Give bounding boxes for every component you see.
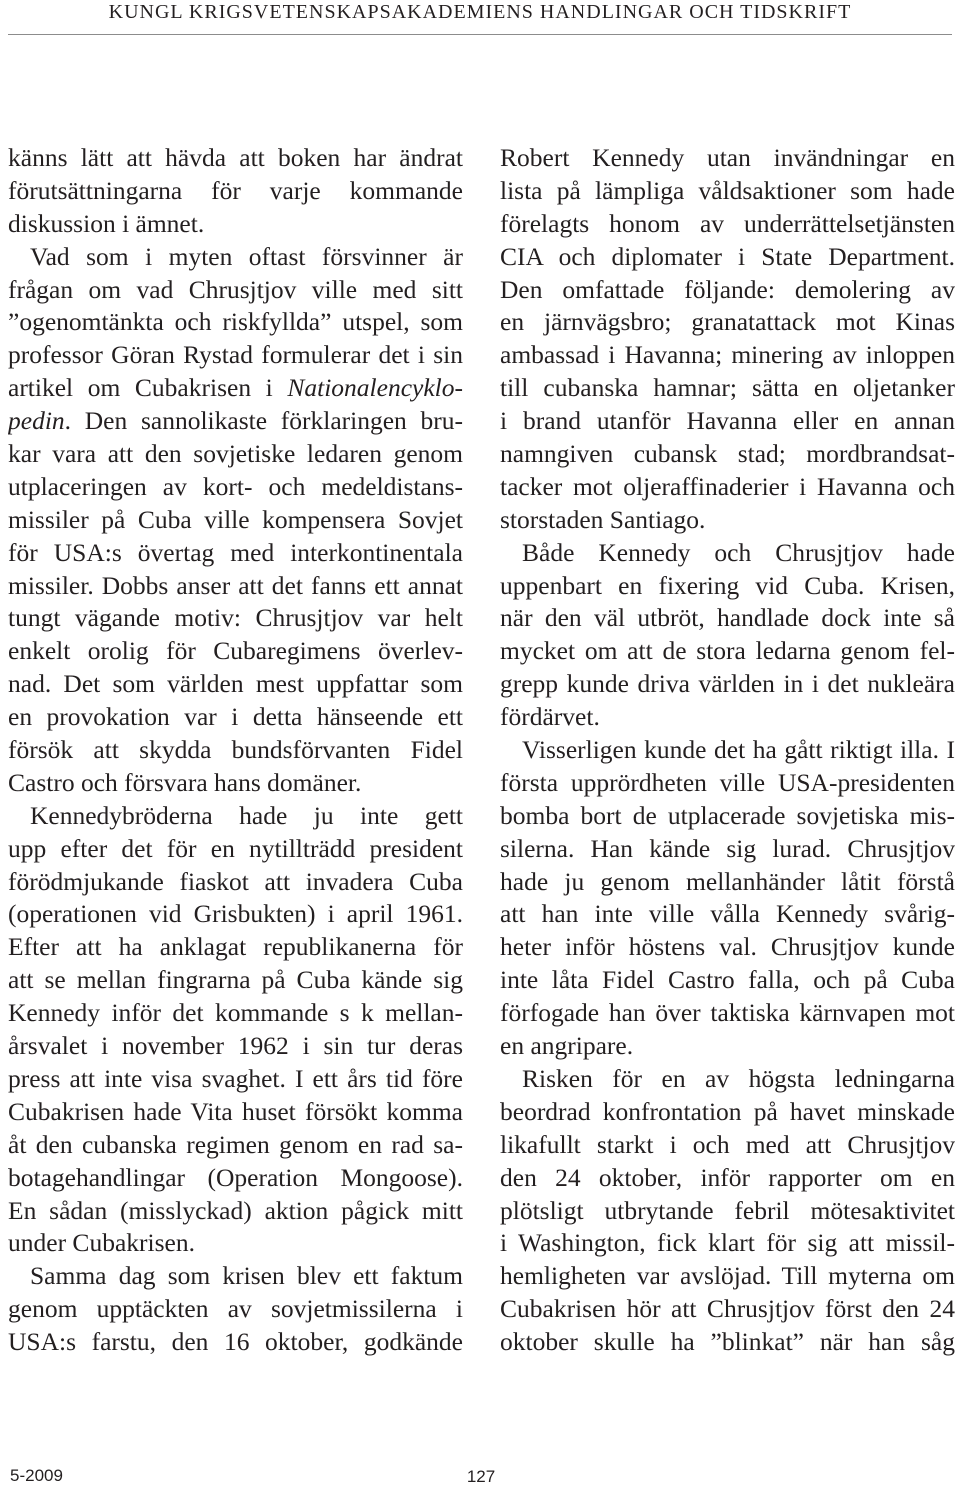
text-line: Kennedy inför det kommande s k mellan- xyxy=(8,998,463,1028)
text-line: Både Kennedy och Chrusjtjov hade xyxy=(522,537,955,567)
text-line: enkelt orolig för Cubaregimens överlev- xyxy=(8,636,463,666)
text-line: känns lätt att hävda att boken har ändrat xyxy=(8,143,463,172)
text-line: en järnvägsbro; granatattack mot Kinas xyxy=(500,307,955,337)
italic-title: Nationalencyklo- xyxy=(287,373,463,403)
text-line: inte låta Fidel Castro falla, och på Cuba xyxy=(500,965,955,995)
text-line: Cubakrisen hör att Chrusjtjov först den 24 xyxy=(500,1294,955,1324)
text-line: storstaden Santiago. xyxy=(500,504,706,534)
text-line: grepp kunde driva världen in i det nukleära xyxy=(500,669,955,699)
issue-number: 5-2009 xyxy=(10,1466,63,1485)
text-line: bomba bort de utplacerade sovjetiska mis- xyxy=(500,800,955,830)
text-line: Castro och försvara hans domäner. xyxy=(8,767,362,797)
text-line: missiler. Dobbs anser att det fanns ett annat xyxy=(8,570,463,600)
text-line: hade ju genom mellanhänder låtit förstå xyxy=(500,866,955,896)
text-line: första upprördheten ville USA-presidenten xyxy=(500,767,955,797)
text-line: utplaceringen av kort- och medeldistans- xyxy=(8,471,463,501)
text-line: när den väl utbröt, handlade dock inte så xyxy=(500,603,955,633)
text-line: plötsligt utbrytande febril mötesaktivitet xyxy=(500,1195,955,1225)
text-line: CIA och diplomater i State Department. xyxy=(500,241,955,271)
text-line: försök att skydda bundsförvanten Fidel xyxy=(8,735,463,765)
text-line: att se mellan fingrarna på Cuba kände sig xyxy=(8,965,463,995)
text-line: åt den cubanska regimen genom en rad sa- xyxy=(8,1129,463,1159)
text-line: (operationen vid Grisbukten) i april 1961. xyxy=(8,899,463,929)
text-line: Vad som i myten oftast försvinner är xyxy=(30,241,463,271)
text-line: att han inte ville vålla Kennedy svårig- xyxy=(500,899,955,929)
paragraph xyxy=(8,241,463,800)
text-line: press att inte visa svaghet. I ett års tid före xyxy=(8,1063,463,1093)
text-line: för USA:s övertag med interkontinentala xyxy=(8,537,463,567)
text-line: Visserligen kunde det ha gått riktigt illa. I xyxy=(522,735,955,765)
text-line: En sådan (misslyckad) aktion pågick mitt xyxy=(8,1195,463,1225)
text-line: i brand utanför Havanna eller en annan xyxy=(500,406,955,436)
text-line: genom upptäckten av sovjetmissilerna i xyxy=(8,1294,463,1324)
text-line: förfogade han över taktiska kärnvapen mot xyxy=(500,998,955,1028)
text-segment: . Den sannolikaste förklaringen bru- xyxy=(64,406,463,436)
text-line: diskussion i ämnet. xyxy=(8,208,205,238)
text-line: tungt vägande motiv: Chrusjtjov var helt xyxy=(8,603,463,633)
header-rule xyxy=(8,34,952,35)
text-line: USA:s farstu, den 16 oktober, godkände xyxy=(8,1327,463,1357)
text-line: fördärvet. xyxy=(500,702,600,732)
text-line: silerna. Han kände sig lurad. Chrusjtjov xyxy=(500,833,955,863)
page-number: 127 xyxy=(466,1467,496,1486)
column-right xyxy=(500,142,955,1359)
text-line: till cubanska hamnar; sätta en oljetanker xyxy=(500,373,955,403)
text-line: en provokation var i detta hänseende ett xyxy=(8,702,463,732)
text-line: oktober skulle ha ”blinkat” när han såg xyxy=(500,1327,955,1357)
text-line xyxy=(8,372,463,405)
text-line: uppenbart en fixering vid Cuba. Krisen, xyxy=(500,570,955,600)
text-line: den 24 oktober, inför rapporter om en xyxy=(500,1162,955,1192)
text-line: botagehandlingar (Operation Mongoose). xyxy=(8,1162,463,1192)
text-line: Kennedybröderna hade ju inte gett xyxy=(30,800,463,830)
text-line: missiler på Cuba ville kompensera Sovjet xyxy=(8,504,463,534)
text-line: professor Göran Rystad formulerar det i sin xyxy=(8,340,463,370)
text-segment: artikel om Cubakrisen i xyxy=(8,373,288,403)
text-line: beordrad konfrontation på havet minskade xyxy=(500,1096,955,1126)
text-line: tacker mot oljeraffinaderier i Havanna och xyxy=(500,471,955,501)
text-line: likafullt starkt i och med att Chrusjtjov xyxy=(500,1129,955,1159)
text-line: hemligheten var avslöjad. Till myterna om xyxy=(500,1261,955,1291)
paragraph xyxy=(500,734,955,1063)
text-line: heter inför höstens val. Chrusjtjov kunde xyxy=(500,932,955,962)
text-line: mycket om att de stora ledarna genom fel- xyxy=(500,636,955,666)
text-line: frågan om vad Chrusjtjov ville med sitt xyxy=(8,274,463,304)
text-line: förödmjukande fiaskot att invadera Cuba xyxy=(8,866,463,896)
text-line: Den omfattade följande: demolering av xyxy=(500,274,955,304)
paragraph xyxy=(500,142,955,537)
text-line: årsvalet i november 1962 i sin tur deras xyxy=(8,1031,463,1061)
text-line: Efter att ha anklagat republikanerna för xyxy=(8,932,463,962)
text-line: Samma dag som krisen blev ett faktum xyxy=(30,1261,463,1291)
text-line: förelagts honom av underrättelsetjänsten xyxy=(500,208,955,238)
text-line: ”ogenomtänkta och riskfyllda” utspel, som xyxy=(8,307,463,337)
text-line: kar vara att den sovjetiske ledaren genom xyxy=(8,439,463,469)
text-line: Cubakrisen hade Vita huset försökt komma xyxy=(8,1096,463,1126)
paragraph xyxy=(500,537,955,734)
running-header: KUNGL KRIGSVETENSKAPSAKADEMIENS HANDLINGAR OCH TIDSKRIFT xyxy=(108,1,852,23)
text-line: lista på lämpliga våldsaktioner som hade xyxy=(500,175,955,205)
text-line: förutsättningarna för varje kommande xyxy=(8,175,463,205)
paragraph xyxy=(500,1063,955,1359)
text-line: upp efter det för en nytillträdd president xyxy=(8,833,463,863)
text-line xyxy=(8,405,463,438)
text-line: Robert Kennedy utan invändningar en xyxy=(500,143,955,172)
text-line: namngiven cubansk stad; mordbrandsat- xyxy=(500,439,955,469)
paragraph xyxy=(8,142,463,241)
text-line: under Cubakrisen. xyxy=(8,1228,195,1258)
text-line: ambassad i Havanna; minering av inloppen xyxy=(500,340,955,370)
text-line: nad. Det som världen mest uppfattar som xyxy=(8,669,463,699)
paragraph xyxy=(8,1260,463,1359)
text-line: Risken för en av högsta ledningarna xyxy=(522,1063,955,1093)
paragraph xyxy=(8,800,463,1260)
text-line: en angripare. xyxy=(500,1031,634,1061)
text-line: i Washington, fick klart för sig att missil- xyxy=(500,1228,955,1258)
italic-title: pedin xyxy=(8,406,65,436)
column-left xyxy=(8,142,463,1359)
